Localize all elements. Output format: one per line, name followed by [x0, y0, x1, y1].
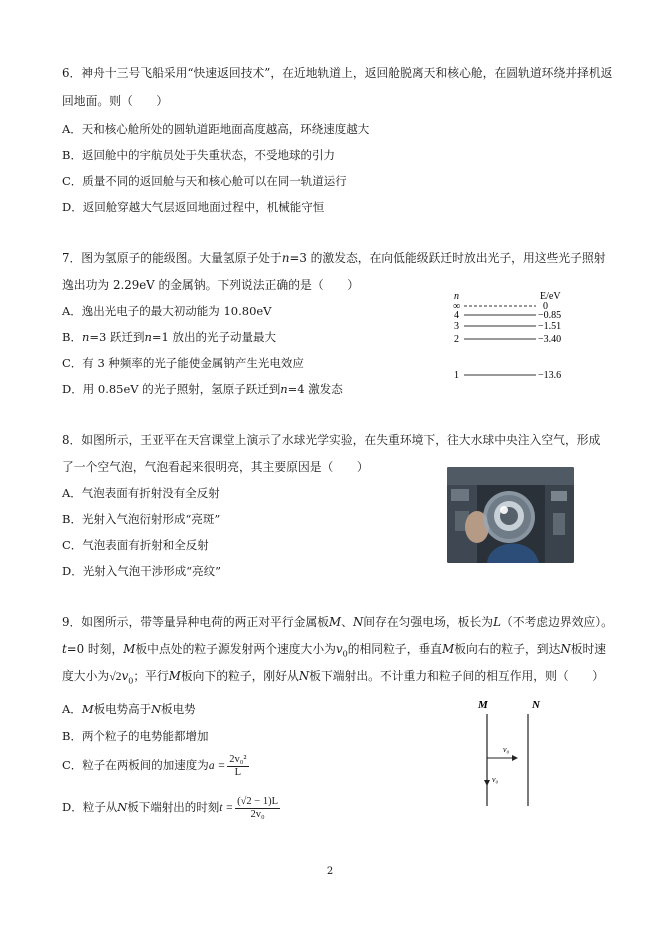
diagram-n-label: n [454, 291, 459, 302]
level-inf-e: 0 [543, 301, 548, 312]
page-number: 2 [326, 866, 334, 877]
energy-level-diagram [448, 288, 578, 388]
level-4-e: −0.85 [538, 310, 562, 321]
q9-option-c: C．粒子在两板间的加速度为a = $\frac{\text{2v₀²}}{L}$ [62, 753, 247, 778]
level-4-n: 4 [454, 310, 459, 321]
level-3-e: −1.51 [538, 321, 562, 332]
q7-stem-line2: 逸出功为 2.29eV 的金属钠。下列说法正确的是（ ） [62, 278, 360, 292]
q6-option-c: C．质量不同的返回舱与天和核心舱可以在同一轨道运行 [62, 174, 347, 188]
q6-stem-line1: 6．神舟十三号飞船采用“快速返回技术”，在近地轨道上，返回舱脱离天和核心舱，在圆轨道环绕并择机返 [62, 66, 613, 80]
diagram-energy-label: E/eV [540, 291, 561, 302]
q9-stem-line2: t=0 时刻，M板中点处的粒子源发射两个速度大小为$v_0$的相同粒子，垂直M板向右的粒子，到达N板时速 [62, 642, 607, 659]
water-ball-illustration [447, 467, 574, 563]
velocity-right-arrowhead [512, 755, 518, 761]
velocity-down-arrowhead [484, 780, 490, 786]
q7-option-c: C．有 3 种频率的光子能使金属钠产生光电效应 [62, 356, 304, 370]
q8-option-d: D．光射入气泡干涉形成“亮纹” [62, 564, 221, 578]
q7-stem-line1: 7．图为氢原子的能级图。大量氢原子处于n=3 的激发态，在向低能级跃迁时放出光子，用这些光子照射 [62, 251, 606, 265]
q6-option-a: A．天和核心舱所处的圆轨道距地面高度越高，环绕速度越大 [62, 122, 370, 136]
q9-stem-line3: 度大小为$√2v_0$；平行M板向下的粒子，刚好从N板下端射出。不计重力和粒子间的相互作用，则（ ） [62, 669, 605, 686]
q8-stem-line1: 8．如图所示，王亚平在天宫课堂上演示了水球光学实验，在失重环境下，往大水球中央注入空气，形成 [62, 433, 601, 447]
q9-option-a: A．M板电势高于N板电势 [62, 702, 196, 716]
level-1-n: 1 [454, 370, 459, 381]
q8-option-b: B．光射入气泡衍射形成“亮斑” [62, 512, 221, 526]
q9-stem-line1: 9．如图所示，带等量异种电荷的两正对平行金属板M、N间存在匀强电场，板长为L（不考虑边界效应）。 [62, 615, 613, 629]
level-2-n: 2 [454, 334, 459, 345]
q9-option-d: D．粒子从N板下端射出的时刻t = $\frac{(√2 - 1)L}{\text{2v₀}}$ [62, 795, 278, 820]
level-3-n: 3 [454, 321, 459, 332]
q9-option-d-fraction: $\frac{(√2 - 1)L}{\text{2v₀}}$ [237, 795, 278, 820]
parallel-plates-diagram [470, 696, 560, 816]
q7-option-d: D．用 0.85eV 的光子照射，氢原子跃迁到n=4 激发态 [62, 382, 343, 396]
plate-m-label: M [478, 699, 488, 711]
water-ball-photo [447, 467, 574, 563]
q7-option-b: B．n=3 跃迁到n=1 放出的光子动量最大 [62, 330, 277, 344]
velocity-right-label: v₀ [503, 745, 510, 754]
level-1-e: −13.6 [538, 370, 562, 381]
level-inf-n: ∞ [453, 301, 461, 312]
q8-option-c: C．气泡表面有折射和全反射 [62, 538, 209, 552]
q9-option-b: B．两个粒子的电势能都增加 [62, 729, 209, 743]
q6-stem-line2: 回地面。则（ ） [62, 94, 169, 108]
level-2-e: −3.40 [538, 334, 562, 345]
q8-stem-line2: 了一个空气泡，气泡看起来很明亮，其主要原因是（ ） [62, 460, 369, 474]
plate-n-label: N [532, 699, 540, 711]
q9-option-c-fraction: $\frac{\text{2v₀²}}{L}$ [229, 753, 247, 778]
velocity-down-label: v₀ [492, 775, 499, 784]
q8-option-a: A．气泡表面有折射没有全反射 [62, 486, 220, 500]
q6-option-b: B．返回舱中的宇航员处于失重状态，不受地球的引力 [62, 148, 335, 162]
q7-option-a: A．逸出光电子的最大初动能为 10.80eV [62, 304, 272, 318]
q6-option-d: D．返回舱穿越大气层返回地面过程中，机械能守恒 [62, 200, 325, 214]
